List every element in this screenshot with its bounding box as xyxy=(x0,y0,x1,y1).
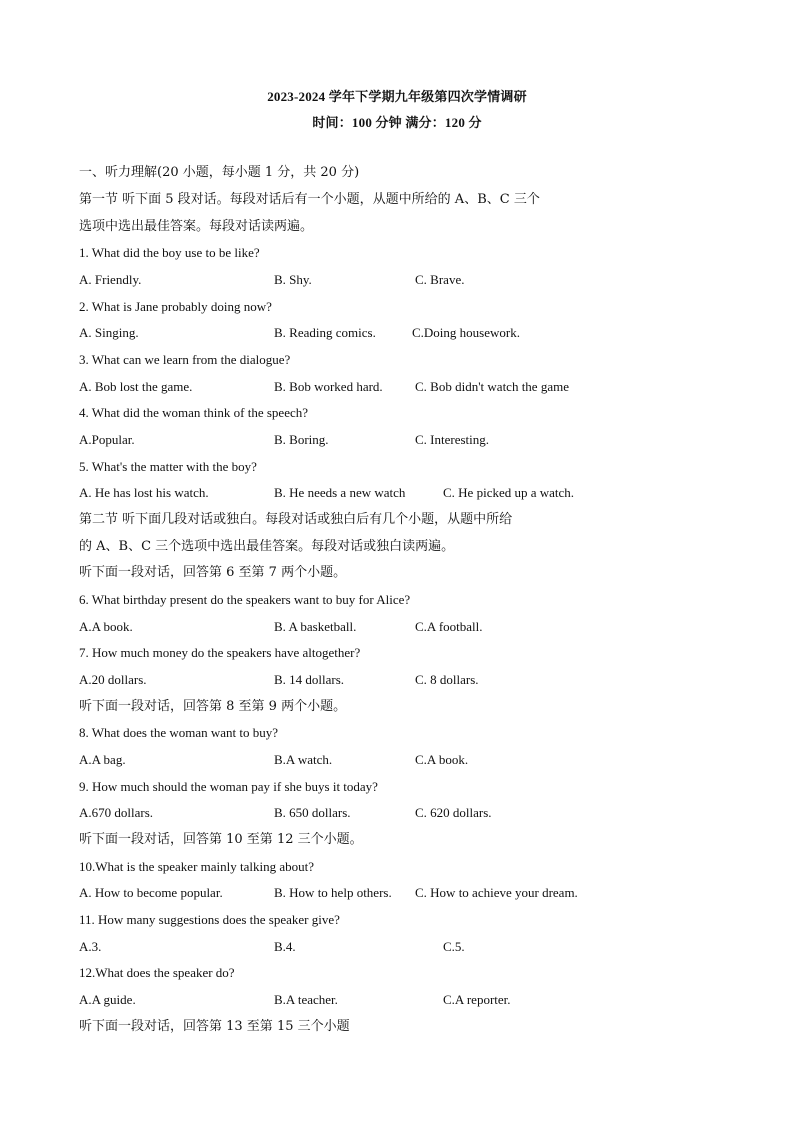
q7-option-a: A.20 dollars. xyxy=(79,672,147,687)
q3-option-a: A. Bob lost the game. xyxy=(79,379,193,394)
q10-option-a: A. How to become popular. xyxy=(79,885,223,900)
q7-option-c: C. 8 dollars. xyxy=(415,672,479,687)
q4-option-c: C. Interesting. xyxy=(415,432,490,447)
q12-option-b: B.A teacher. xyxy=(274,992,338,1007)
q6-option-b: B. A basketball. xyxy=(274,619,357,634)
question-9: 9. How much should the woman pay if she buys it today? xyxy=(79,779,378,794)
question-4: 4. What did the woman think of the speech? xyxy=(79,405,309,420)
q9-option-a: A.670 dollars. xyxy=(79,805,154,820)
q8-option-b: B.A watch. xyxy=(274,752,333,767)
q2-option-b: B. Reading comics. xyxy=(274,325,376,340)
q10-option-c: C. How to achieve your dream. xyxy=(415,885,578,900)
q3-option-b: B. Bob worked hard. xyxy=(274,379,383,394)
q9-option-c: C. 620 dollars. xyxy=(415,805,492,820)
question-6: 6. What birthday present do the speakers want to buy for Alice? xyxy=(79,592,411,607)
q6-option-a: A.A book. xyxy=(79,619,133,634)
question-10: 10.What is the speaker mainly talking about? xyxy=(79,859,315,874)
q5-option-c: C. He picked up a watch. xyxy=(443,485,575,500)
question-5: 5. What's the matter with the boy? xyxy=(79,459,257,474)
q7-option-b: B. 14 dollars. xyxy=(274,672,345,687)
q8-option-a: A.A bag. xyxy=(79,752,126,767)
question-12: 12.What does the speaker do? xyxy=(79,965,235,980)
q3-option-c: C. Bob didn't watch the game xyxy=(415,379,569,394)
prompt-q13-15: 听下面一段对话，回答第 13 至第 15 三个小题 xyxy=(79,1019,350,1034)
prompt-q6-7: 听下面一段对话，回答第 6 至第 7 两个小题。 xyxy=(79,565,347,580)
q11-option-c: C.5. xyxy=(443,939,465,954)
q5-option-b: B. He needs a new watch xyxy=(274,485,406,500)
exam-subtitle: 时间：100 分钟 满分：120 分 xyxy=(312,115,482,130)
q12-option-a: A.A guide. xyxy=(79,992,136,1007)
part2-instructions-2: 的 A、B、C 三个选项中选出最佳答案。每段对话或独白读两遍。 xyxy=(79,539,455,554)
part1-instructions-2: 选项中选出最佳答案。每段对话读两遍。 xyxy=(79,219,314,234)
question-1: 1. What did the boy use to be like? xyxy=(79,245,260,260)
question-3: 3. What can we learn from the dialogue? xyxy=(79,352,291,367)
question-7: 7. How much money do the speakers have altogether? xyxy=(79,645,361,660)
part2-instructions-1: 第二节 听下面几段对话或独白。每段对话或独白后有几个小题，从题中所给 xyxy=(79,512,513,527)
q2-option-a: A. Singing. xyxy=(79,325,139,340)
prompt-q10-12: 听下面一段对话，回答第 10 至第 12 三个小题。 xyxy=(79,832,363,847)
section-title: 一、听力理解(20 小题，每小题 1 分，共 20 分) xyxy=(79,165,360,180)
q12-option-c: C.A reporter. xyxy=(443,992,511,1007)
q2-option-c: C.Doing housework. xyxy=(412,325,520,340)
q8-option-c: C.A book. xyxy=(415,752,469,767)
q10-option-b: B. How to help others. xyxy=(274,885,392,900)
q4-option-a: A.Popular. xyxy=(79,432,135,447)
q11-option-a: A.3. xyxy=(79,939,102,954)
q1-option-c: C. Brave. xyxy=(415,272,465,287)
q6-option-c: C.A football. xyxy=(415,619,483,634)
part1-instructions-1: 第一节 听下面 5 段对话。每段对话后有一个小题，从题中所给的 A、B、C 三个 xyxy=(79,192,540,207)
q4-option-b: B. Boring. xyxy=(274,432,329,447)
prompt-q8-9: 听下面一段对话，回答第 8 至第 9 两个小题。 xyxy=(79,699,347,714)
question-2: 2. What is Jane probably doing now? xyxy=(79,299,272,314)
q5-option-a: A. He has lost his watch. xyxy=(79,485,209,500)
q11-option-b: B.4. xyxy=(274,939,296,954)
q1-option-b: B. Shy. xyxy=(274,272,312,287)
exam-title: 2023-2024 学年下学期九年级第四次学情调研 xyxy=(267,89,527,104)
question-8: 8. What does the woman want to buy? xyxy=(79,725,279,740)
q1-option-a: A. Friendly. xyxy=(79,272,142,287)
question-11: 11. How many suggestions does the speaker give? xyxy=(79,912,340,927)
q9-option-b: B. 650 dollars. xyxy=(274,805,351,820)
